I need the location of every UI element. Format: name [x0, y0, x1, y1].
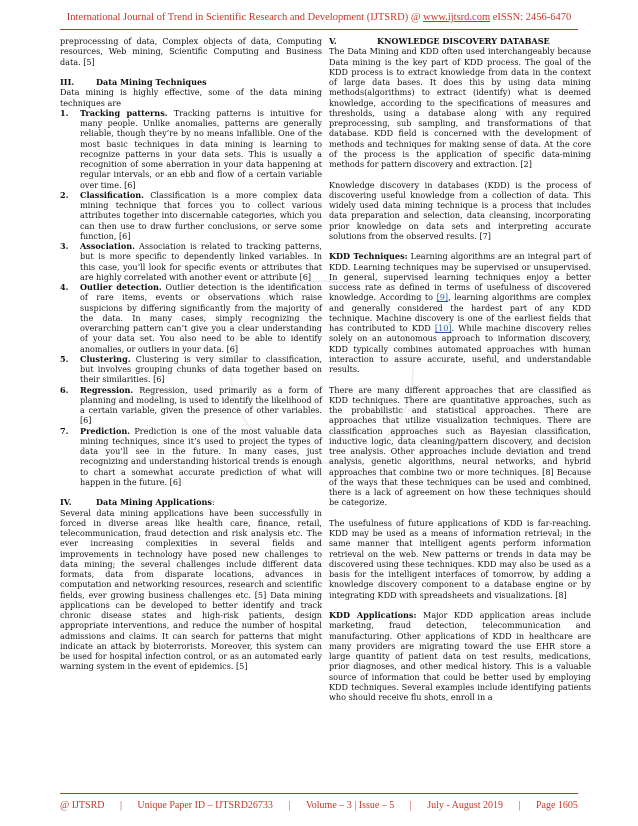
reference-link-9[interactable]: [9]: [436, 292, 449, 303]
list-item: 7. Prediction. Prediction is one of the most valuable data mining techniques, since it’s used to project the types of data you’ll see in the future. In many cases, just recognizing and understanding historical trends is enough to chart a somewhat accurate prediction of what will happen in the future. [6]: [60, 425, 322, 487]
section-3-intro: Data mining is highly effective, some of the data mining techniques are: [60, 87, 322, 108]
intro-paragraph: preprocessing of data, Complex objects of data, Computing resources, Web mining, Scientific Computing and Business data. [5]: [60, 36, 322, 67]
footer-volume: Volume – 3 | Issue – 5: [305, 800, 395, 811]
kdd-paragraph-2: Knowledge discovery in databases (KDD) is the process of discovering useful knowledge from a collection of data. This widely used data mining technique is a process that includes data preparation and selection, data cleansing, incorporating prior knowledge on data sets and interpreting accurate solutions from the observed results. [7]: [329, 179, 591, 241]
list-item: 4. Outlier detection. Outlier detection is the identification of rare items, events or observations which raise suspicions by differing significantly from the majority of the data. In many cases, simply recognizing the overarching pattern can’t give you a clear understanding of your data set. You also need to be able to identify anomalies, or outliers in your data. [6]: [60, 282, 322, 354]
techniques-list: [60, 108, 322, 487]
footer-page: Page 1605: [535, 800, 578, 811]
kdd-usefulness-paragraph: The usefulness of future applications of KDD is far-reaching. KDD may be used as a means of information retrieval; in the same manner that intelligent agents perform information retrieval on the web. New patterns or trends in data may be discovered using these techniques. KDD may also be used as a basis for the intelligent interfaces of tomorrow, by adding a knowledge discovery component to a database engine or by integrating KDD with spreadsheets and visualizations. [8]: [329, 517, 591, 600]
section-4-heading: IV. Data Mining Applications:: [60, 497, 215, 508]
list-item: 6. Regression. Regression, used primarily as a form of planning and modeling, is used to identify the likelihood of a certain variable, given the presence of other variables. [6]: [60, 384, 322, 426]
section-5-heading: V. KNOWLEDGE DISCOVERY DATABASE: [329, 36, 550, 46]
footer-ijtsrd: @ IJTSRD: [60, 800, 105, 811]
right-column: [329, 36, 591, 702]
list-item: 5. Clustering. Clustering is very similar to classification, but involves grouping chunks of data together based on their similarities. [6]: [60, 353, 322, 385]
journal-header: [0, 12, 638, 23]
kdd-approaches-paragraph: There are many different approaches that are classified as KDD techniques. There are quantitative approaches, such as the probabilistic and statistical approaches. There are approaches that utilize visualization techniques. There are classification approaches such as Bayesian classification, inductive logic, data cleaning/pattern discovery, and decision tree analysis. Other approaches include deviation and trend analysis, genetic algorithms, neural networks, and hybrid approaches that combine two or more techniques. [8] Because of the ways that these techniques can be used and combined, there is a lack of agreement on how these techniques should be categorize.: [329, 384, 591, 508]
list-item: 2. Classification. Classification is a more complex data mining technique that forces you to collect various attributes together into discernable categories, which you can then use to draw further conclusions, or serve some function, [6]: [60, 189, 322, 241]
footer-separator: |: [518, 800, 521, 811]
kdd-paragraph-1: The Data Mining and KDD often used interchangeably because Data mining is the key part of KDD process. The goal of the KDD process is to extract knowledge from data in the context of large data bases. It does this by using data mining methods(algorithms) to extract (identify) what is deemed knowledge, according to the specifications of measures and thresholds, using a database along with any required preprocessing, sub sampling, and transformations of that database. KDD field is concerned with the development of methods and techniques for making sense of data. At the core of the process is the application of specific data-mining methods for pattern discovery and extraction. [2]: [329, 46, 591, 169]
footer-separator: |: [288, 800, 291, 811]
kdd-applications-paragraph: KDD Applications: Major KDD application areas include marketing, fraud detection, telecommunication and manufacturing. Other applications of KDD in healthcare are many providers are migrating toward the use EHR store a large quantity of patient data on test results, medications, prior diagnoses, and other medical history. This is a valuable source of information that could be better used by employing KDD techniques. Several examples include identifying patients who should receive flu shots, enroll in a: [329, 610, 591, 702]
footer-separator: |: [409, 800, 412, 811]
journal-eissn: eISSN: 2456-6470: [490, 12, 572, 23]
reference-link-10[interactable]: [10]: [434, 323, 452, 333]
footer-paper-id: Unique Paper ID – IJTSRD26733: [137, 800, 273, 811]
left-column: [60, 36, 322, 672]
section-4-paragraph: Several data mining applications have been successfully in forced in diverse areas like health care, finance, retail, telecommunication, fraud detection and risk analysis etc. The ever increasing complexities in several fields and improvements in technology have posed new challenges to data mining; the several challenges include different data formats, data from disparate locations, advances in computation and networking resources, research and scientific fields, ever growing business challenges etc. [5] Data mining applications can be developed to better identify and track chronic disease states and high-risk patients, design appropriate interventions, and reduce the number of hospital admissions and claims. It can search for patterns that might indicate an attack by bioterrorists. Moreover, this system can be used for hospital infection control, or as an automated early warning system in the event of epidemics. [5]: [60, 507, 322, 672]
list-item: 3. Association. Association is related to tracking patterns, but is more specific to dependently linked variables. In this case, you’ll look for specific events or attributes that are highly correlated with another event or attribute [6]: [60, 241, 322, 282]
list-item: 1. Tracking patterns. Tracking patterns is intuitive for many people. Unlike anomalies, patterns are generally reliable, though they’re by no means infallible. One of the most basic techniques in data mining is learning to recognize patterns in your data sets. This is usually a recognition of some aberration in your data happening at regular intervals, or an ebb and flow of a certain variable over time. [6]: [60, 107, 323, 190]
footer-date: July - August 2019: [427, 800, 504, 811]
journal-title: International Journal of Trend in Scientific Research and Development (IJTSRD) @: [66, 12, 424, 23]
header-rule: [60, 29, 578, 30]
footer-separator: |: [119, 800, 122, 811]
journal-site-link[interactable]: www.ijtsrd.com: [423, 12, 491, 23]
section-3-heading: III. Data Mining Techniques: [60, 77, 207, 87]
footer-rule: [60, 793, 578, 794]
page-footer: [60, 800, 578, 811]
kdd-techniques-paragraph: KDD Techniques: Learning algorithms are an integral part of KDD. Learning techniques may be supervised or unsupervised. In general, supervised learning techniques enjoy a better success rate as defined in terms of usefulness of discovered knowledge. According to [9], learning algorithms are complex and generally considered the hardest part of any KDD technique. Machine discovery is one of the earliest fields that has contributed to KDD [10]. While machine discovery relies solely on an autonomous approach to information discovery, KDD typically combines automated approaches with human interaction to assure accurate, useful, and understandable results.: [329, 251, 592, 374]
